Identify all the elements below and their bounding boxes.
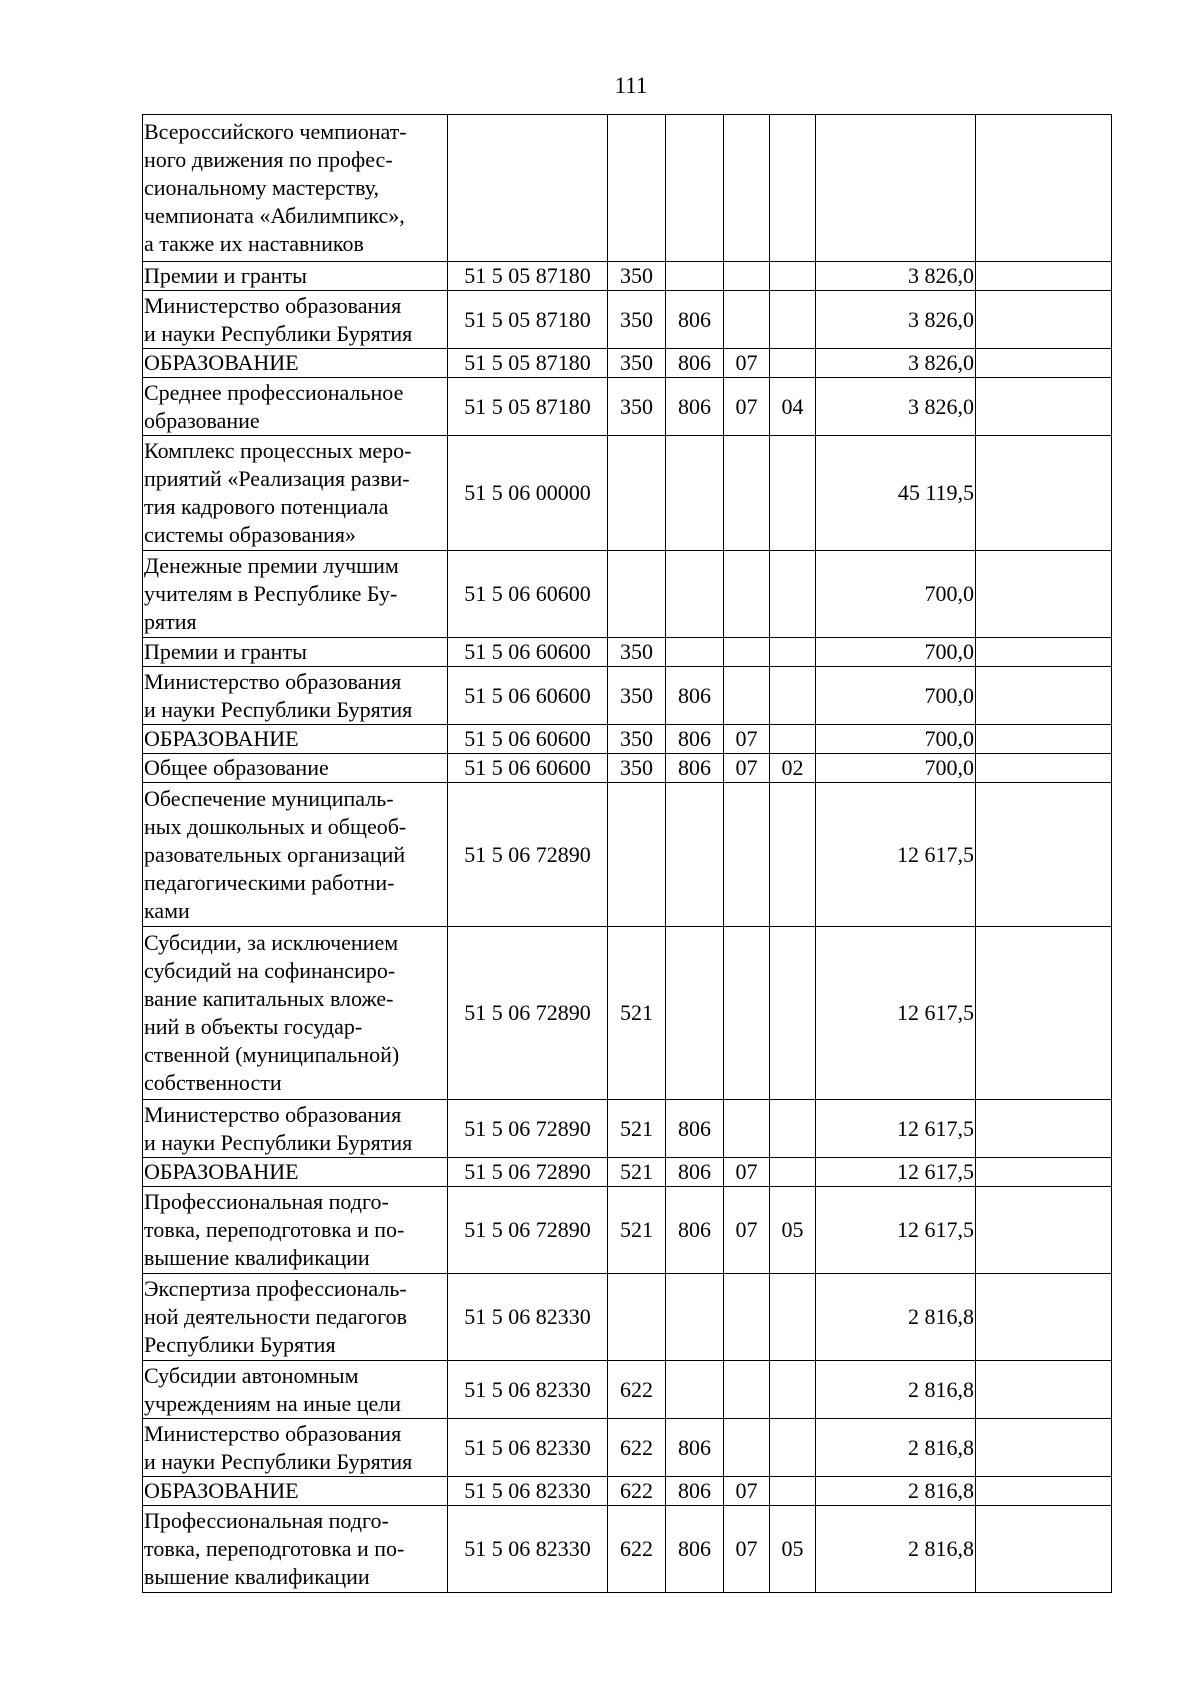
code-rz-cell (724, 927, 770, 1100)
row-name-cell (143, 1419, 448, 1477)
code-rz-cell: 07 (724, 1158, 770, 1187)
code-vr-cell: 521 (608, 1187, 666, 1274)
row-name-cell (143, 754, 448, 783)
code-rz-cell (724, 1361, 770, 1419)
code-rz-cell: 07 (724, 1477, 770, 1506)
row-name-line: товка, переподготовка и по- (144, 1536, 405, 1561)
table-row (143, 1274, 1112, 1361)
extra-cell (976, 349, 1112, 378)
row-name-cell (143, 638, 448, 667)
code-grbs-cell: 806 (666, 1100, 724, 1158)
code-csr-cell (448, 115, 608, 262)
extra-cell (976, 115, 1112, 262)
code-vr-cell: 350 (608, 349, 666, 378)
code-pr-cell (770, 1477, 816, 1506)
row-name-line: субсидий на софинансиро- (144, 958, 396, 983)
code-pr-cell (770, 783, 816, 927)
row-name-cell (143, 1274, 448, 1361)
table-row (143, 1158, 1112, 1187)
table-row (143, 1477, 1112, 1506)
row-name-line: Денежные премии лучшим (144, 553, 399, 578)
row-name-line: Профессиональная подго- (144, 1189, 389, 1214)
row-name-line: Обеспечение муниципаль- (144, 785, 394, 811)
extra-cell (976, 927, 1112, 1100)
row-name-line: Общее образование (144, 755, 329, 780)
code-pr-cell (770, 1361, 816, 1419)
extra-cell (976, 1506, 1112, 1593)
code-rz-cell (724, 551, 770, 638)
table-row (143, 1100, 1112, 1158)
code-csr-cell: 51 5 06 82330 (448, 1506, 608, 1593)
code-rz-cell: 07 (724, 378, 770, 436)
code-csr-cell: 51 5 06 72890 (448, 1100, 608, 1158)
row-name-cell (143, 378, 448, 436)
code-pr-cell (770, 262, 816, 291)
extra-cell (976, 1100, 1112, 1158)
row-name-line: приятий «Реализация разви- (144, 466, 410, 491)
code-rz-cell: 07 (724, 349, 770, 378)
code-pr-cell (770, 1158, 816, 1187)
code-csr-cell: 51 5 06 82330 (448, 1361, 608, 1419)
sum-cell: 700,0 (816, 725, 976, 754)
code-pr-cell: 05 (770, 1506, 816, 1593)
sum-cell: 2 816,8 (816, 1506, 976, 1593)
row-name-line: ками (144, 897, 190, 923)
extra-cell (976, 783, 1112, 927)
row-name-cell (143, 927, 448, 1100)
extra-cell (976, 1274, 1112, 1361)
code-grbs-cell: 806 (666, 667, 724, 725)
code-pr-cell: 05 (770, 1187, 816, 1274)
row-name-line: педагогическими работни- (144, 869, 395, 895)
code-rz-cell: 07 (724, 1187, 770, 1274)
table-row (143, 927, 1112, 1100)
sum-cell: 700,0 (816, 638, 976, 667)
row-name-line: Министерство образования (144, 292, 402, 318)
row-name-cell (143, 1477, 448, 1506)
row-name-line: образование (144, 407, 260, 433)
code-csr-cell: 51 5 06 72890 (448, 783, 608, 927)
code-grbs-cell: 806 (666, 1158, 724, 1187)
code-csr-cell: 51 5 05 87180 (448, 349, 608, 378)
table-row (143, 378, 1112, 436)
code-csr-cell: 51 5 05 87180 (448, 262, 608, 291)
extra-cell (976, 378, 1112, 436)
code-grbs-cell: 806 (666, 1506, 724, 1593)
code-pr-cell (770, 436, 816, 551)
row-name-cell (143, 551, 448, 638)
extra-cell (976, 1187, 1112, 1274)
row-name-line: ний в объекты государ- (144, 1014, 363, 1039)
code-grbs-cell: 806 (666, 1477, 724, 1506)
row-name-line: ного движения по профес- (144, 147, 393, 172)
code-vr-cell (608, 115, 666, 262)
sum-cell: 2 816,8 (816, 1274, 976, 1361)
code-vr-cell: 521 (608, 1158, 666, 1187)
code-rz-cell (724, 1419, 770, 1477)
row-name-line: Премии и гранты (144, 639, 307, 664)
row-name-line: Министерство образования (144, 1101, 402, 1127)
code-grbs-cell: 806 (666, 378, 724, 436)
code-grbs-cell: 806 (666, 1419, 724, 1477)
code-pr-cell (770, 927, 816, 1100)
row-name-line: и науки Республики Бурятия (144, 1129, 413, 1155)
row-name-line: чемпионата «Абилимпикс», (144, 203, 405, 228)
row-name-cell (143, 1100, 448, 1158)
code-rz-cell (724, 783, 770, 927)
row-name-line: собственности (144, 1070, 282, 1095)
code-rz-cell (724, 1274, 770, 1361)
row-name-line: разовательных организаций (144, 841, 406, 867)
row-name-cell (143, 436, 448, 551)
row-name-cell (143, 725, 448, 754)
code-csr-cell: 51 5 05 87180 (448, 291, 608, 349)
extra-cell (976, 1477, 1112, 1506)
code-rz-cell (724, 667, 770, 725)
table-row (143, 1506, 1112, 1593)
table-row (143, 754, 1112, 783)
sum-cell: 12 617,5 (816, 1158, 976, 1187)
code-pr-cell (770, 1100, 816, 1158)
code-grbs-cell (666, 1274, 724, 1361)
row-name-cell (143, 1158, 448, 1187)
code-csr-cell: 51 5 06 60600 (448, 754, 608, 783)
row-name-line: и науки Республики Бурятия (144, 696, 413, 722)
code-grbs-cell (666, 638, 724, 667)
code-grbs-cell: 806 (666, 1187, 724, 1274)
code-pr-cell (770, 1419, 816, 1477)
row-name-line: Премии и гранты (144, 263, 307, 288)
row-name-line: товка, переподготовка и по- (144, 1217, 405, 1242)
row-name-line: Министерство образования (144, 1420, 402, 1446)
code-vr-cell: 350 (608, 667, 666, 725)
table-row (143, 667, 1112, 725)
code-rz-cell (724, 1100, 770, 1158)
row-name-line: ОБРАЗОВАНИЕ (144, 1478, 299, 1503)
sum-cell: 12 617,5 (816, 1187, 976, 1274)
row-name-line: Профессиональная подго- (144, 1508, 389, 1533)
row-name-line: вышение квалификации (144, 1564, 370, 1589)
code-vr-cell: 350 (608, 262, 666, 291)
code-grbs-cell (666, 783, 724, 927)
code-pr-cell (770, 551, 816, 638)
budget-table (142, 114, 1112, 1593)
code-vr-cell: 622 (608, 1419, 666, 1477)
code-rz-cell (724, 262, 770, 291)
row-name-line: сиональному мастерству, (144, 175, 380, 200)
code-vr-cell: 622 (608, 1506, 666, 1593)
sum-cell: 700,0 (816, 754, 976, 783)
code-csr-cell: 51 5 06 60600 (448, 638, 608, 667)
row-name-line: ной деятельности педагогов (144, 1304, 408, 1329)
code-csr-cell: 51 5 06 82330 (448, 1477, 608, 1506)
table-row (143, 262, 1112, 291)
code-grbs-cell (666, 551, 724, 638)
row-name-line: ОБРАЗОВАНИЕ (144, 350, 299, 375)
table-row (143, 1419, 1112, 1477)
row-name-line: а также их наставников (144, 231, 364, 256)
code-csr-cell: 51 5 06 60600 (448, 667, 608, 725)
code-vr-cell: 350 (608, 638, 666, 667)
extra-cell (976, 551, 1112, 638)
code-grbs-cell: 806 (666, 754, 724, 783)
row-name-line: Субсидии, за исключением (144, 930, 399, 955)
extra-cell (976, 291, 1112, 349)
row-name-line: вание капитальных вложе- (144, 986, 394, 1011)
code-grbs-cell (666, 927, 724, 1100)
code-vr-cell (608, 783, 666, 927)
code-pr-cell (770, 115, 816, 262)
code-grbs-cell (666, 262, 724, 291)
code-rz-cell: 07 (724, 725, 770, 754)
row-name-cell (143, 1506, 448, 1593)
code-csr-cell: 51 5 06 60600 (448, 551, 608, 638)
table-row (143, 1187, 1112, 1274)
code-rz-cell (724, 115, 770, 262)
code-pr-cell (770, 1274, 816, 1361)
code-pr-cell (770, 638, 816, 667)
row-name-line: Комплекс процессных меро- (144, 438, 412, 463)
code-csr-cell: 51 5 06 00000 (448, 436, 608, 551)
row-name-cell (143, 1187, 448, 1274)
sum-cell: 3 826,0 (816, 291, 976, 349)
sum-cell: 700,0 (816, 667, 976, 725)
code-csr-cell: 51 5 06 72890 (448, 1187, 608, 1274)
sum-cell: 2 816,8 (816, 1477, 976, 1506)
code-csr-cell: 51 5 06 82330 (448, 1274, 608, 1361)
code-grbs-cell (666, 1361, 724, 1419)
code-pr-cell (770, 349, 816, 378)
code-grbs-cell: 806 (666, 291, 724, 349)
code-vr-cell: 350 (608, 754, 666, 783)
sum-cell: 3 826,0 (816, 349, 976, 378)
extra-cell (976, 638, 1112, 667)
row-name-line: системы образования» (144, 522, 356, 547)
code-vr-cell: 350 (608, 378, 666, 436)
code-rz-cell (724, 436, 770, 551)
sum-cell: 2 816,8 (816, 1361, 976, 1419)
row-name-cell (143, 783, 448, 927)
row-name-line: ственной (муниципальной) (144, 1042, 400, 1067)
extra-cell (976, 1361, 1112, 1419)
extra-cell (976, 262, 1112, 291)
code-vr-cell (608, 436, 666, 551)
row-name-line: ОБРАЗОВАНИЕ (144, 726, 299, 751)
row-name-line: ных дошкольных и общеоб- (144, 813, 407, 839)
row-name-line: и науки Республики Бурятия (144, 1448, 413, 1474)
code-rz-cell (724, 291, 770, 349)
row-name-line: Министерство образования (144, 668, 402, 694)
row-name-line: Всероссийского чемпионат- (144, 119, 407, 144)
sum-cell (816, 115, 976, 262)
row-name-line: Республики Бурятия (144, 1332, 336, 1357)
extra-cell (976, 725, 1112, 754)
table-row (143, 349, 1112, 378)
table-row (143, 725, 1112, 754)
row-name-line: учителям в Республике Бу- (144, 581, 398, 606)
code-pr-cell: 04 (770, 378, 816, 436)
extra-cell (976, 754, 1112, 783)
sum-cell: 700,0 (816, 551, 976, 638)
sum-cell: 12 617,5 (816, 927, 976, 1100)
table-row (143, 638, 1112, 667)
code-pr-cell (770, 667, 816, 725)
row-name-cell (143, 115, 448, 262)
extra-cell (976, 667, 1112, 725)
code-pr-cell: 02 (770, 754, 816, 783)
code-vr-cell: 350 (608, 725, 666, 754)
table-body (143, 115, 1112, 1593)
sum-cell: 3 826,0 (816, 378, 976, 436)
code-csr-cell: 51 5 05 87180 (448, 378, 608, 436)
table-row (143, 291, 1112, 349)
code-vr-cell: 622 (608, 1477, 666, 1506)
table-row (143, 783, 1112, 927)
row-name-cell (143, 1361, 448, 1419)
row-name-line: тия кадрового потенциала (144, 494, 389, 519)
code-vr-cell: 350 (608, 291, 666, 349)
table-row (143, 551, 1112, 638)
extra-cell (976, 1419, 1112, 1477)
code-csr-cell: 51 5 06 82330 (448, 1419, 608, 1477)
sum-cell: 3 826,0 (816, 262, 976, 291)
code-csr-cell: 51 5 06 72890 (448, 927, 608, 1100)
code-vr-cell: 521 (608, 1100, 666, 1158)
row-name-cell (143, 349, 448, 378)
code-grbs-cell: 806 (666, 349, 724, 378)
extra-cell (976, 436, 1112, 551)
code-grbs-cell (666, 115, 724, 262)
code-csr-cell: 51 5 06 60600 (448, 725, 608, 754)
code-rz-cell (724, 638, 770, 667)
row-name-line: Экспертиза профессиональ- (144, 1276, 407, 1301)
table-row (143, 1361, 1112, 1419)
code-vr-cell (608, 551, 666, 638)
row-name-cell (143, 667, 448, 725)
row-name-line: рятия (144, 609, 197, 634)
row-name-line: и науки Республики Бурятия (144, 320, 413, 346)
extra-cell (976, 1158, 1112, 1187)
code-vr-cell: 622 (608, 1361, 666, 1419)
sum-cell: 12 617,5 (816, 783, 976, 927)
code-pr-cell (770, 291, 816, 349)
code-pr-cell (770, 725, 816, 754)
code-rz-cell: 07 (724, 1506, 770, 1593)
sum-cell: 12 617,5 (816, 1100, 976, 1158)
row-name-line: Субсидии автономным (144, 1362, 359, 1388)
page-number: 111 (614, 73, 648, 98)
sum-cell: 45 119,5 (816, 436, 976, 551)
code-rz-cell: 07 (724, 754, 770, 783)
code-csr-cell: 51 5 06 72890 (448, 1158, 608, 1187)
code-vr-cell (608, 1274, 666, 1361)
row-name-line: учреждениям на иные цели (144, 1390, 401, 1416)
row-name-cell (143, 262, 448, 291)
sum-cell: 2 816,8 (816, 1419, 976, 1477)
row-name-line: Среднее профессиональное (144, 379, 404, 405)
code-grbs-cell (666, 436, 724, 551)
row-name-line: вышение квалификации (144, 1245, 370, 1270)
row-name-line: ОБРАЗОВАНИЕ (144, 1159, 299, 1184)
code-vr-cell: 521 (608, 927, 666, 1100)
table-row (143, 115, 1112, 262)
table-row (143, 436, 1112, 551)
code-grbs-cell: 806 (666, 725, 724, 754)
row-name-cell (143, 291, 448, 349)
